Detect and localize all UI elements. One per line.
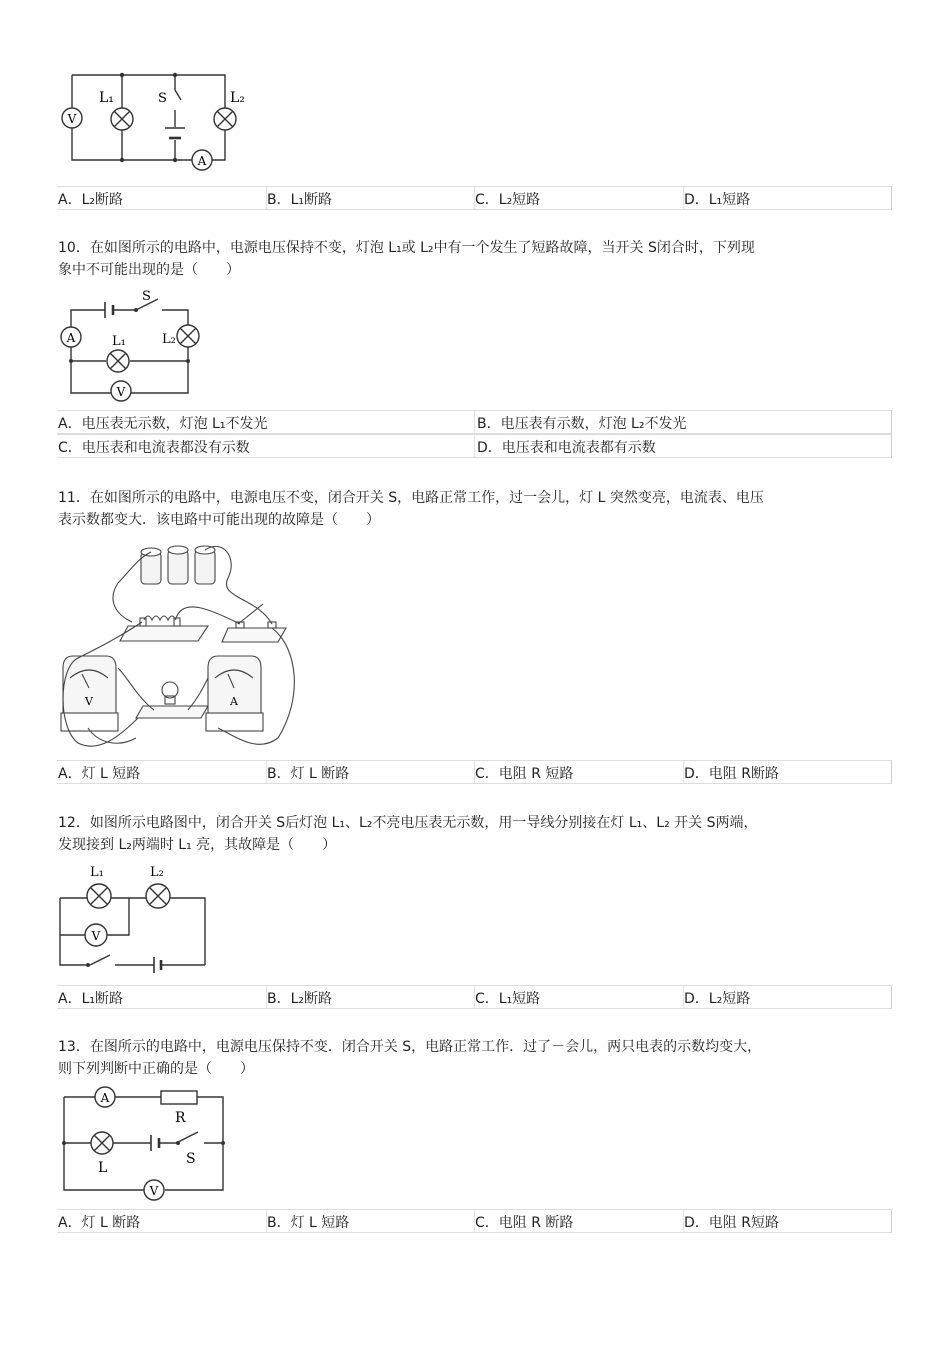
q11-options (57, 760, 892, 784)
q11-apparatus-drawing (58, 538, 298, 758)
q11-question (58, 487, 893, 531)
q11-line-2: 表示数都变大．该电路中可能出现的故障是（ ） (58, 512, 380, 528)
q10-option-c[interactable]: C．电压表和电流表都没有示数 (58, 440, 250, 456)
voltmeter-label: V (67, 112, 77, 126)
voltmeter-label: V (116, 385, 126, 399)
q13-option-a[interactable]: A．灯 L 断路 (58, 1215, 141, 1231)
lamp-l2-label: L₂ (230, 90, 245, 106)
voltmeter-label: V (91, 929, 101, 943)
q9-option-c[interactable]: C．L₂短路 (475, 192, 541, 208)
q11-option-a[interactable]: A．灯 L 短路 (58, 766, 141, 782)
q11-line-1: 11．在如图所示的电路中，电源电压不变，闭合开关 S，电路正常工作，过一会儿，灯 L 突然变亮，电流表、电压 (58, 490, 764, 506)
voltmeter-label: V (85, 695, 93, 708)
q9-circuit-diagram (55, 60, 255, 180)
q12-option-c[interactable]: C．L₁短路 (475, 991, 541, 1007)
lamp-l1-label: L₁ (112, 334, 126, 349)
q9-option-a[interactable]: A．L₂断路 (58, 192, 123, 208)
ammeter-label: A (66, 331, 76, 345)
q10-options-row-1 (57, 410, 892, 434)
q9-option-b[interactable]: B．L₁断路 (267, 192, 333, 208)
q11-option-b[interactable]: B．灯 L 断路 (267, 766, 350, 782)
q13-line-1: 13．在图所示的电路中，电源电压保持不变．闭合开关 S，电路正常工作．过了－会儿，两只电表的示数均变大， (58, 1039, 762, 1055)
q12-option-d[interactable]: D．L₂短路 (684, 991, 751, 1007)
q10-option-a[interactable]: A．电压表无示数，灯泡 L₁不发光 (58, 416, 268, 432)
q10-line-2: 象中不可能出现的是（ ） (58, 262, 240, 278)
lamp-l2-label: L₂ (150, 865, 164, 880)
lamp-l-label: L (98, 1160, 108, 1176)
ammeter-label: A (230, 695, 238, 708)
q12-line-2: 发现接到 L₂两端时 L₁ 亮，其故障是（ ） (58, 837, 337, 853)
q10-option-b[interactable]: B．电压表有示数，灯泡 L₂不发光 (477, 416, 687, 432)
q10-options-row-2 (57, 434, 892, 458)
q9-option-d[interactable]: D．L₁短路 (684, 192, 751, 208)
voltmeter-label: V (149, 1184, 159, 1198)
q13-option-b[interactable]: B．灯 L 短路 (267, 1215, 350, 1231)
q12-option-b[interactable]: B．L₂断路 (267, 991, 333, 1007)
switch-s-label: S (186, 1151, 196, 1167)
resistor-r-label: R (175, 1110, 186, 1126)
q13-question (58, 1036, 893, 1080)
q12-circuit-diagram (58, 858, 218, 978)
q10-option-d[interactable]: D．电压表和电流表都有示数 (477, 440, 656, 456)
q12-option-a[interactable]: A．L₁断路 (58, 991, 123, 1007)
q10-line-1: 10．在如图所示的电路中，电源电压保持不变，灯泡 L₁或 L₂中有一个发生了短路故障，当开关 S闭合时，下列现 (58, 240, 755, 256)
q12-line-1: 12．如图所示电路图中，闭合开关 S后灯泡 L₁、L₂不亮电压表无示数，用一导线分别接在灯 L₁、L₂ 开关 S两端， (58, 815, 758, 831)
lamp-l1-label: L₁ (99, 90, 114, 106)
q13-options (57, 1209, 892, 1233)
ammeter-label: A (100, 1091, 110, 1105)
q12-options (57, 985, 892, 1009)
switch-s-label: S (142, 289, 151, 304)
switch-s-label: S (158, 91, 167, 106)
lamp-l1-label: L₁ (90, 865, 104, 880)
q13-line-2: 则下列判断中正确的是（ ） (58, 1061, 254, 1077)
lamp-l2-label: L₂ (162, 332, 176, 347)
q10-question (58, 237, 893, 281)
q11-option-c[interactable]: C．电阻 R 短路 (475, 766, 574, 782)
q13-option-c[interactable]: C．电阻 R 断路 (475, 1215, 574, 1231)
q9-options (57, 186, 892, 210)
q12-question (58, 812, 893, 856)
q11-option-d[interactable]: D．电阻 R断路 (684, 766, 779, 782)
q13-option-d[interactable]: D．电阻 R短路 (684, 1215, 779, 1231)
q10-circuit-diagram (58, 285, 218, 405)
q13-circuit-diagram (58, 1085, 233, 1210)
ammeter-label: A (197, 154, 207, 168)
